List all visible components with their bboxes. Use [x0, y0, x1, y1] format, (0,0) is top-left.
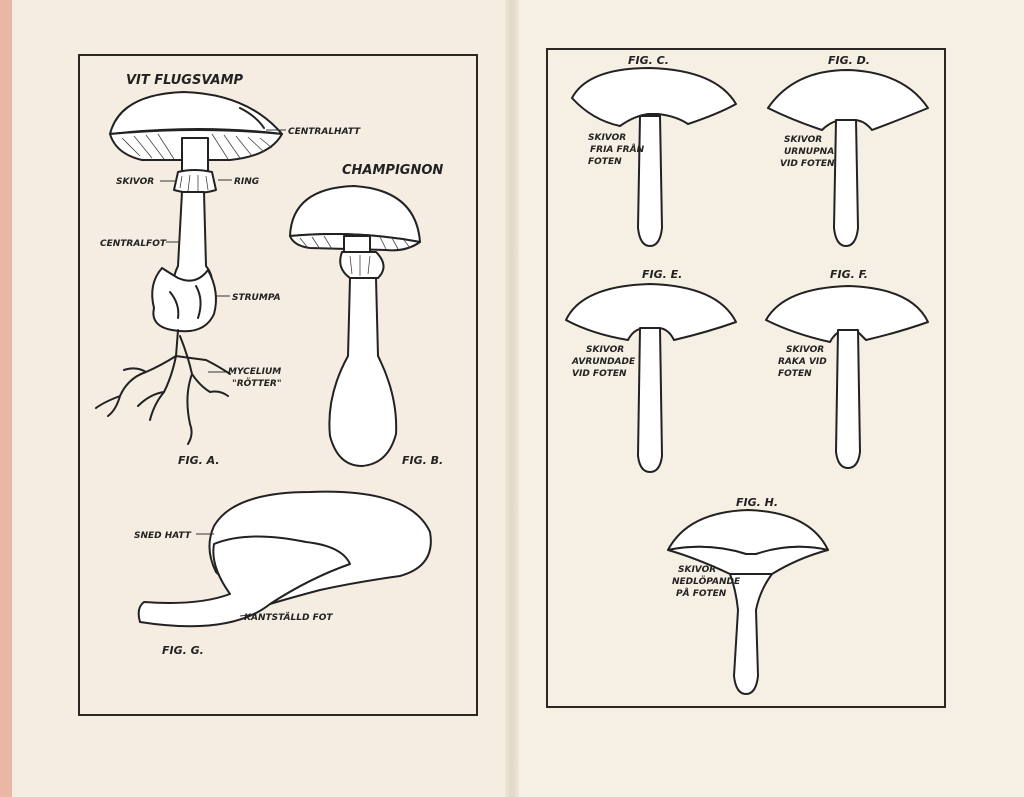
fig-a-ring [174, 170, 216, 193]
fig-e-label: FIG. E. [642, 268, 683, 281]
fig-d-line1: SKIVOR [784, 135, 823, 145]
fig-h-stem [730, 574, 772, 694]
fig-h-line3: PÅ FOTEN [676, 589, 727, 599]
fig-b-stem [329, 278, 396, 466]
fig-f-stem [836, 330, 860, 468]
fig-h-line1: SKIVOR [678, 565, 717, 575]
fig-a-cap [110, 92, 282, 134]
fig-g-label: FIG. G. [162, 644, 204, 657]
fig-f-line1: SKIVOR [786, 345, 825, 355]
left-illustration [80, 56, 476, 714]
fig-d-mushroom [768, 54, 928, 246]
fig-f-mushroom [766, 268, 928, 468]
label-centralhatt: CENTRALHATT [288, 127, 361, 137]
fig-c-stem [638, 116, 662, 246]
fig-d-line3: VID FOTEN [780, 159, 835, 169]
fig-b-label: FIG. B. [402, 454, 444, 467]
label-centralfot: CENTRALFOT [100, 239, 166, 249]
fig-b-ring [340, 252, 383, 278]
label-strumpa: STRUMPA [232, 293, 281, 303]
label-kantstalld-fot: KANTSTÄLLD FOT [244, 613, 333, 623]
label-rotter: "RÖTTER" [232, 379, 282, 389]
fig-e-line2: AVRUNDADE [572, 357, 636, 367]
fig-b-mushroom [290, 163, 443, 467]
fig-f-line2: RAKA VID [778, 357, 827, 367]
right-illustration [548, 50, 944, 706]
label-skivor: SKIVOR [116, 177, 155, 187]
fig-e-mushroom [566, 268, 736, 472]
fig-c-line2: FRIA FRÅN [590, 145, 645, 155]
label-sned-hatt: SNED HATT [134, 531, 191, 541]
fig-f-label: FIG. F. [830, 268, 868, 281]
fig-a-label: FIG. A. [178, 454, 220, 467]
fig-e-stem [638, 328, 662, 472]
fig-b-stem-top [344, 236, 370, 252]
label-ring: RING [234, 177, 260, 187]
fig-a-mycelium [96, 330, 230, 444]
label-mycelium: MYCELIUM [228, 367, 282, 377]
fig-g-mushroom [134, 492, 431, 657]
fig-h-mushroom [668, 496, 828, 694]
fig-h-line2: NEDLÖPANDE [672, 577, 741, 587]
fig-e-line1: SKIVOR [586, 345, 625, 355]
fig-c-line3: FOTEN [588, 157, 622, 167]
left-illustration-frame [78, 54, 478, 716]
right-illustration-frame [546, 48, 946, 708]
fig-d-label: FIG. D. [828, 54, 870, 67]
title-champignon: CHAMPIGNON [342, 163, 444, 178]
fig-f-line3: FOTEN [778, 369, 812, 379]
fig-h-label: FIG. H. [736, 496, 779, 509]
fig-d-stem [834, 120, 858, 246]
book-gutter [505, 0, 519, 797]
fig-a-stem-top [182, 138, 208, 172]
fig-c-mushroom [572, 54, 736, 246]
fig-c-line1: SKIVOR [588, 133, 627, 143]
title-vit-flugsvamp: VIT FLUGSVAMP [126, 73, 244, 88]
fig-e-line3: VID FOTEN [572, 369, 627, 379]
fig-c-label: FIG. C. [628, 54, 669, 67]
fig-a-mushroom [96, 73, 361, 467]
fig-d-line2: URNUPNA [784, 147, 835, 157]
